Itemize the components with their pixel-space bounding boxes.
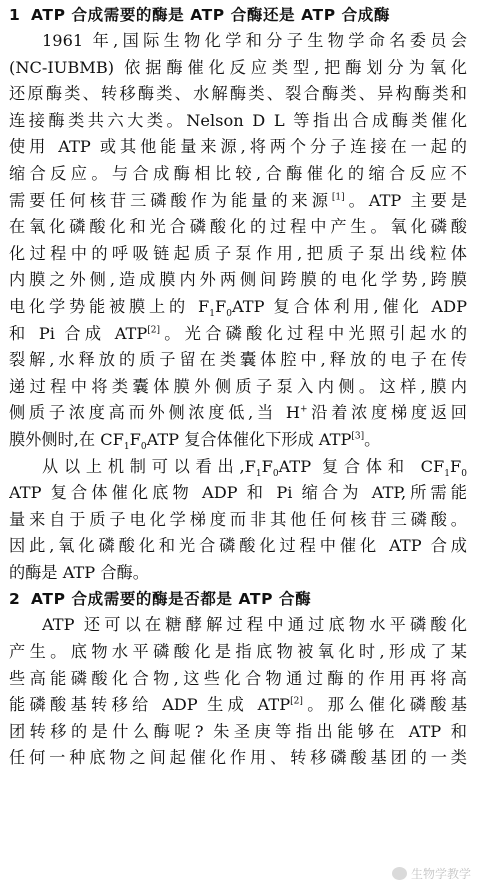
text-line: 1961 年,国际生物化学和分子生物学命名委员会 [42,31,467,50]
text-line [9,400,467,427]
text-run: 电化学势能被膜上的 F [9,296,210,316]
citation-ref: [3] [351,431,365,442]
section-2-heading [9,586,467,612]
section-1-paragraph-1 [9,28,467,454]
text-line [9,188,467,215]
section-1-heading [9,2,467,28]
text-line: (NC-IUBMB) 依据酶催化反应类型,把酶划分为氧化 [9,57,467,77]
text-run: 沿着浓度梯度返回 [307,403,467,423]
subscript: 1 [444,468,451,479]
text-line: 化过程中的呼吸链起质子泵作用,把质子泵出线粒体 [9,243,467,263]
section-1-number: 1 [9,6,21,24]
subscript: 0 [226,309,232,320]
text-run: 。 [364,429,381,449]
text-run: 从以上机制可以看出,F [42,456,256,476]
text-line: 产生。底物水平磷酸化是指底物被氧化时,形成了某 [9,642,467,662]
subscript: 1 [209,309,216,320]
watermark-text: 生物学教学 [410,867,471,881]
text-line: 连接酶类共六大类。Nelson D L 等指出合成酶类催化 [9,110,467,130]
subscript: 0 [461,468,467,479]
text-line: 因此,氧化磷酸化和光合磷酸化过程中催化 ATP 合成 [9,536,467,556]
text-line: ATP 还可以在糖酵解过程中通过底物水平磷酸化 [42,615,467,635]
text-line: 些高能磷酸化合物,这些化合物通过酶的作用再将高 [9,668,467,688]
section-2-paragraph-1 [9,612,467,772]
text-run: ATP 复合体和 CF [278,456,445,476]
text-line: 使用 ATP 或其他能量来源,将两个分子连接在一起的 [9,137,467,157]
subscript: 1 [123,442,130,453]
text-run: 需要任何核苷三磷酸作为能量的来源 [9,190,332,210]
text-line: 在氧化磷酸化和光合磷酸化的过程中产生。氧化磷酸 [9,217,467,237]
text-run: F [129,429,141,449]
section-2-number: 2 [9,590,21,609]
section-1-paragraph-2 [9,454,467,587]
text-line: 量来自于质子电化学梯度而非其他任何核苷三磷酸。 [9,509,467,529]
text-line [9,692,467,719]
subscript: 0 [272,468,279,479]
text-run: 能磷酸基转移给 ADP 生成 ATP [9,695,291,715]
text-line: 递过程中将类囊体膜外侧质子泵入内侧。这样,膜内 [9,376,467,396]
text-line: 缩合反应。与合成酶相比较,合酶催化的缩合反应不 [9,163,467,183]
text-line: ATP 复合体催化底物 ADP 和 Pi 缩合为 ATP,所需能 [9,483,467,503]
citation-ref: [2] [147,325,160,336]
text-line [9,427,467,454]
text-run: F [450,456,462,476]
citation-ref: [1] [331,192,345,203]
text-line: 团转移的是什么酶呢? 朱圣庚等指出能够在 ATP 和 [9,721,467,741]
text-run: 侧质子浓度高而外侧浓度低,当 H [9,403,300,423]
text-run: ATP 复合体利用,催化 ADP [231,296,467,316]
subscript: 0 [140,442,147,453]
text-run: 和 Pi 合成 ATP [9,323,148,343]
text-line [9,321,467,348]
text-run: 。光合磷酸化过程中光照引起水的 [160,323,467,343]
text-line [9,294,467,321]
text-run: 。那么催化磷酸基 [302,695,467,715]
section-1-title: ATP 合成需要的酶是 ATP 合酶还是 ATP 合成酶 [31,6,390,24]
citation-ref: [2] [290,696,303,707]
text-line: 裂解,水释放的质子留在类囊体腔中,释放的电子在传 [9,350,467,370]
text-line: 内膜之外侧,造成膜内外两侧间跨膜的电化学势,跨膜 [9,270,467,290]
text-line: 的酶是 ATP 合酶。 [9,562,149,582]
text-line [9,454,467,481]
text-line: 还原酶类、转移酶类、水解酶类、裂合酶类、异构酶类和 [9,84,467,104]
watermark [392,865,471,882]
superscript: + [300,404,308,415]
text-run: 。ATP 主要是 [344,190,467,210]
text-run: 膜外侧时,在 CF [9,429,124,449]
subscript: 1 [255,468,262,479]
text-run: F [215,296,227,316]
section-2-title: ATP 合成需要的酶是否都是 ATP 合酶 [31,590,312,609]
text-run: F [261,456,273,476]
wechat-icon [392,867,407,880]
text-line: 任何一种底物之间起催化作用、转移磷酸基团的一类 [9,748,467,768]
text-run: ATP 复合体催化下形成 ATP [146,429,352,449]
